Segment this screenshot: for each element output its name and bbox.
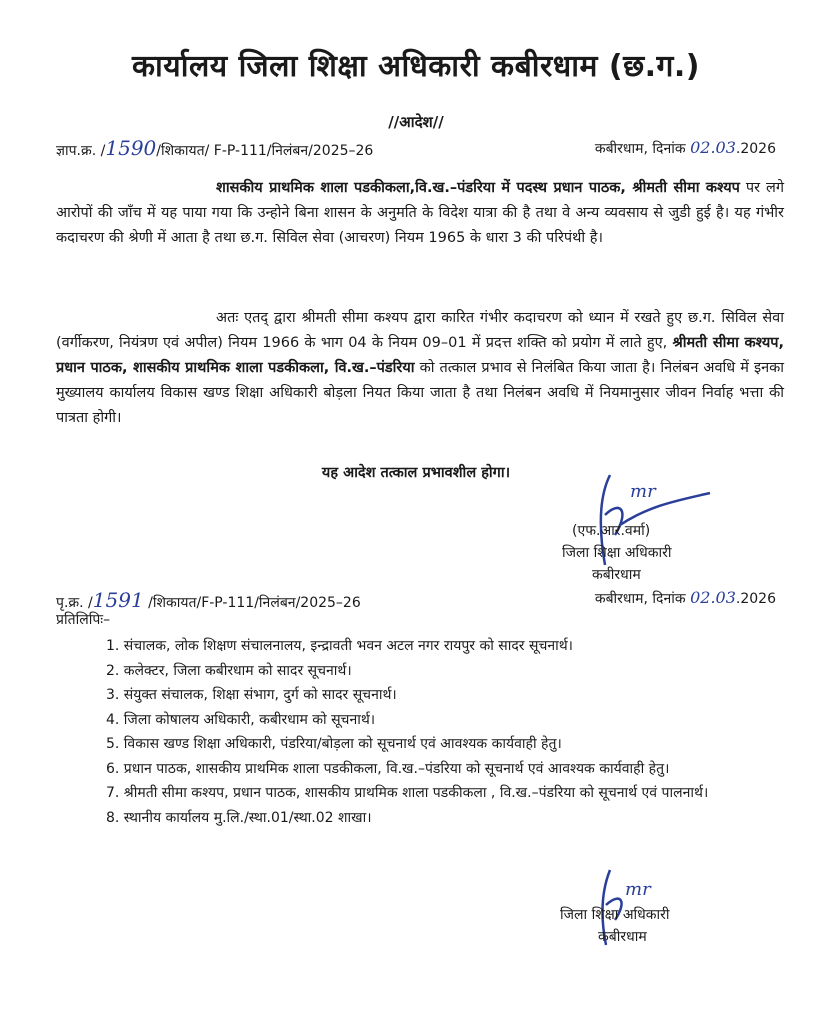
svg-text:mr: mr xyxy=(625,879,651,900)
p2-start: अतः एतद् द्वारा श्रीमती सीमा कश्यप द्वारा कारित गंभीर कदाचरण को ध्यान में रखते हुए छ.ग. सिविल सेवा (वर्गीकरण, नियंत्रण एवं अपील) नियम 1966 के भाग 04 के नियम 09–01 में प्रदत्त शक्ति को प्रयोग में लाते हुए, xyxy=(56,310,784,351)
copy-date xyxy=(595,588,776,608)
list-item: 7. श्रीमती सीमा कश्यप, प्रधान पाठक, शासकीय प्राथमिक शाला पडकीकला , वि.ख.–पंडरिया को सूचनार्थ एवं पालनार्थ। xyxy=(106,785,709,801)
date-label: कबीरधाम, दिनांक xyxy=(594,141,686,157)
order-heading: //आदेश// xyxy=(388,113,444,131)
p2-text: को तत्काल प्रभाव से निलंबित किया जाता है। निलंबन अवधि में इनका मुख्यालय कार्यालय विकास खण्ड शिक्षा अधिकारी बोड़ला नियत किया जाता है तथा निलंबन अवधि में नियमानुसार जीवन निर्वाह भत्ता की पात्रता होगी। xyxy=(56,360,785,426)
list-item: 6. प्रधान पाठक, शासकीय प्राथमिक शाला पडकीकला, वि.ख.–पंडरिया को सूचनार्थ एवं आवश्यक कार्यवाही हेतु। xyxy=(106,760,670,777)
copy-date-label: कबीरधाम, दिनांक xyxy=(594,591,686,607)
copy-recipient-list xyxy=(106,634,786,830)
effective-statement: यह आदेश तत्काल प्रभावशील होगा। xyxy=(321,465,511,481)
officer-place: कबीरधाम xyxy=(592,567,641,583)
copy-ref-prefix: पृ.क्र. / xyxy=(56,595,93,611)
office-title: कार्यालय जिला शिक्षा अधिकारी कबीरधाम (छ.ग.) xyxy=(131,49,701,84)
paragraph-findings xyxy=(56,176,784,251)
date-year: .2026 xyxy=(735,141,776,157)
signature-block-1 xyxy=(562,520,672,586)
copy-reference xyxy=(56,588,361,612)
list-item: 2. कलेक्टर, जिला कबीरधाम को सादर सूचनार्थ। xyxy=(106,662,352,679)
list-item: 1. संचालक, लोक शिक्षण संचालनालय, इन्द्रावती भवन अटल नगर रायपुर को सादर सूचनार्थ। xyxy=(106,638,573,654)
signature-block-2 xyxy=(560,904,670,948)
copy-label: प्रतिलिपिः– xyxy=(56,612,111,628)
p1-text: पर लगे आरोपों की जाँच में यह पाया गया कि उन्होने बिना शासन के अनुमति के विदेश यात्रा की है तथा वे अन्य व्यवसाय से जुडी हुई है। यह गंभीर कदाचरण की श्रेणी में आता है तथा छ.ग. सिविल सेवा (आचरण) नियम 1965 के धारा 3 की परिपंथी है। xyxy=(56,180,784,246)
order-date xyxy=(595,138,776,158)
officer-designation: जिला शिक्षा अधिकारी xyxy=(562,545,672,561)
list-item: 8. स्थानीय कार्यालय मु.लि./स्था.01/स्था.02 शाखा। xyxy=(106,809,372,826)
date-handwritten: 02.03 xyxy=(690,138,736,157)
order-reference xyxy=(56,136,373,160)
copy-ref-number-handwritten: 1591 xyxy=(92,588,144,612)
copy-ref-suffix: /शिकायत/F-P-111/निलंबन/2025–26 xyxy=(143,595,361,611)
p1-bold: शासकीय प्राथमिक शाला पडकीकला,वि.ख.–पंडरिया में पदस्थ प्रधान पाठक, श्रीमती सीमा कश्यप xyxy=(216,180,740,196)
officer-place-2: कबीरधाम xyxy=(598,929,647,945)
list-item: 3. संयुक्त संचालक, शिक्षा संभाग, दुर्ग को सादर सूचनार्थ। xyxy=(106,687,397,703)
svg-text:mr: mr xyxy=(630,481,656,502)
officer-name: (एफ.आर.वर्मा) xyxy=(572,523,651,539)
list-item: 4. जिला कोषालय अधिकारी, कबीरधाम को सूचनार्थ। xyxy=(106,711,376,728)
ref-prefix: ज्ञाप.क्र. / xyxy=(56,143,106,159)
p2-bold: श्रीमती सीमा कश्यप, प्रधान पाठक, शासकीय प्राथमिक शाला पडकीकला, वि.ख.–पंडरिया xyxy=(56,335,785,376)
copy-date-year: .2026 xyxy=(735,591,776,607)
paragraph-suspension xyxy=(56,306,784,431)
ref-suffix: /शिकायत/ F-P-111/निलंबन/2025–26 xyxy=(156,143,374,159)
officer-designation-2: जिला शिक्षा अधिकारी xyxy=(560,907,670,923)
copy-date-handwritten: 02.03 xyxy=(690,588,736,607)
list-item: 5. विकास खण्ड शिक्षा अधिकारी, पंडरिया/बोड़ला को सूचनार्थ एवं आवश्यक कार्यवाही हेतु। xyxy=(106,736,562,752)
ref-number-handwritten: 1590 xyxy=(105,136,157,160)
